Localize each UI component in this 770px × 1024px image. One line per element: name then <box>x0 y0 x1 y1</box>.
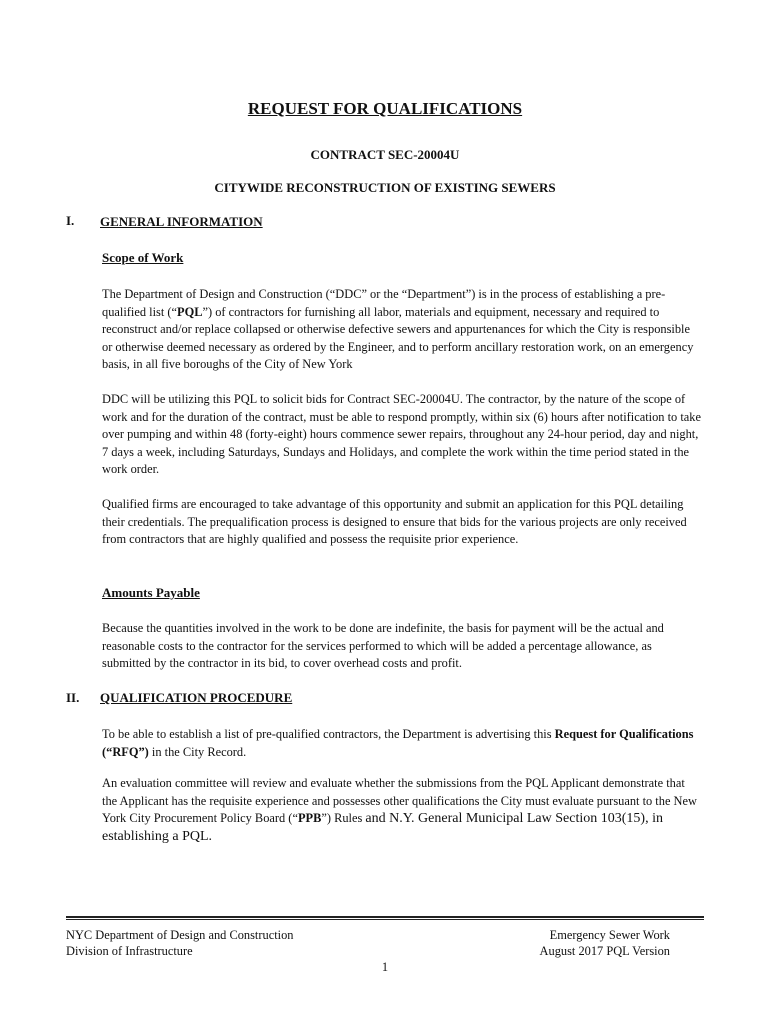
footer-work-type: Emergency Sewer Work <box>549 928 670 942</box>
footer-department: NYC Department of Design and Construction <box>66 928 294 942</box>
rfq-bold: Request for Qualifications (“RFQ”) <box>102 727 694 759</box>
qual-p1-text-b: in the City Record. <box>148 744 247 759</box>
qual-p2-text-b: ”) Rules <box>321 811 366 825</box>
qualification-paragraph-2 <box>102 775 702 845</box>
scope-paragraph-3: Qualified firms are encouraged to take advantage of this opportunity and submit an application for this PQL detailing their credentials. The prequalification process is designed to ensure that bids for the various projects are only received from contractors that are highly qualified and possess the requisite prior experience. <box>102 497 687 546</box>
footer-division: Division of Infrastructure <box>66 944 193 958</box>
qual-p2-text-a: An evaluation committee will review and evaluate whether the submissions from the PQL Applicant demonstrate that the Applicant has the requisite experience and possesses other qualifications the City must evaluate pursuant to the New York City Procurement Policy Board (“ <box>102 776 697 825</box>
scope-paragraph-2: DDC will be utilizing this PQL to solicit bids for Contract SEC-20004U. The contractor, by the nature of the scope of work and for the duration of the contract, must be able to respond promptly, within six (6) hours after notification to take over pumping and within 48 (forty-eight) hours commence sewer repairs, throughout any 24-hour period, day and night, 7 days a week, including Saturdays, Sundays and Holidays, and complete the work within the time period stated in the work order. <box>102 392 701 476</box>
amounts-payable-heading: Amounts Payable <box>102 585 200 600</box>
footer-rule <box>66 916 704 920</box>
section-1-title: GENERAL INFORMATION <box>100 214 263 229</box>
section-2-number: II. <box>66 690 80 705</box>
contract-number: CONTRACT SEC-20004U <box>310 147 460 162</box>
project-name: CITYWIDE RECONSTRUCTION OF EXISTING SEWERS <box>214 180 556 195</box>
document-title: REQUEST FOR QUALIFICATIONS <box>247 99 523 118</box>
ppb-bold: PPB <box>297 811 322 825</box>
section-1-number: I. <box>66 213 75 228</box>
page-number: 1 <box>381 960 389 974</box>
qual-p1-text-a: To be able to establish a list of pre-qualified contractors, the Department is advertising this <box>102 727 555 741</box>
section-2-title: QUALIFICATION PROCEDURE <box>100 690 293 705</box>
scope-of-work-heading: Scope of Work <box>102 250 184 265</box>
scope-p1-text-a: The Department of Design and Construction (“DDC” or the “Department”) is in the process of establishing a pre-qualified list (“ <box>102 287 666 319</box>
pql-bold: PQL <box>177 304 203 319</box>
scope-p1-text-b: ”) of contractors for furnishing all labor, materials and equipment, necessary and required to reconstruct and/or replace collapsed or otherwise defective sewers and appurtenances for which the City is responsible or otherwise deemed necessary as ordered by the Engineer, and to perform ancillary restoration work, on an emergency basis, in all five boroughs of the City of New York <box>102 304 694 371</box>
footer-version: August 2017 PQL Version <box>539 944 670 958</box>
footer-right <box>540 927 670 959</box>
qual-p2-text-c: and N.Y. General Municipal Law Section 103(15), in establishing a PQL. <box>102 811 663 844</box>
amounts-paragraph: Because the quantities involved in the work to be done are indefinite, the basis for payment will be the actual and reasonable costs to the contractor for the services performed to which will be added a percentage allowance, as submitted by the contractor in its bid, to cover overhead costs and profit. <box>102 621 664 670</box>
qualification-paragraph-1 <box>102 726 702 761</box>
footer-left <box>66 927 293 959</box>
scope-paragraph-1 <box>102 286 702 374</box>
